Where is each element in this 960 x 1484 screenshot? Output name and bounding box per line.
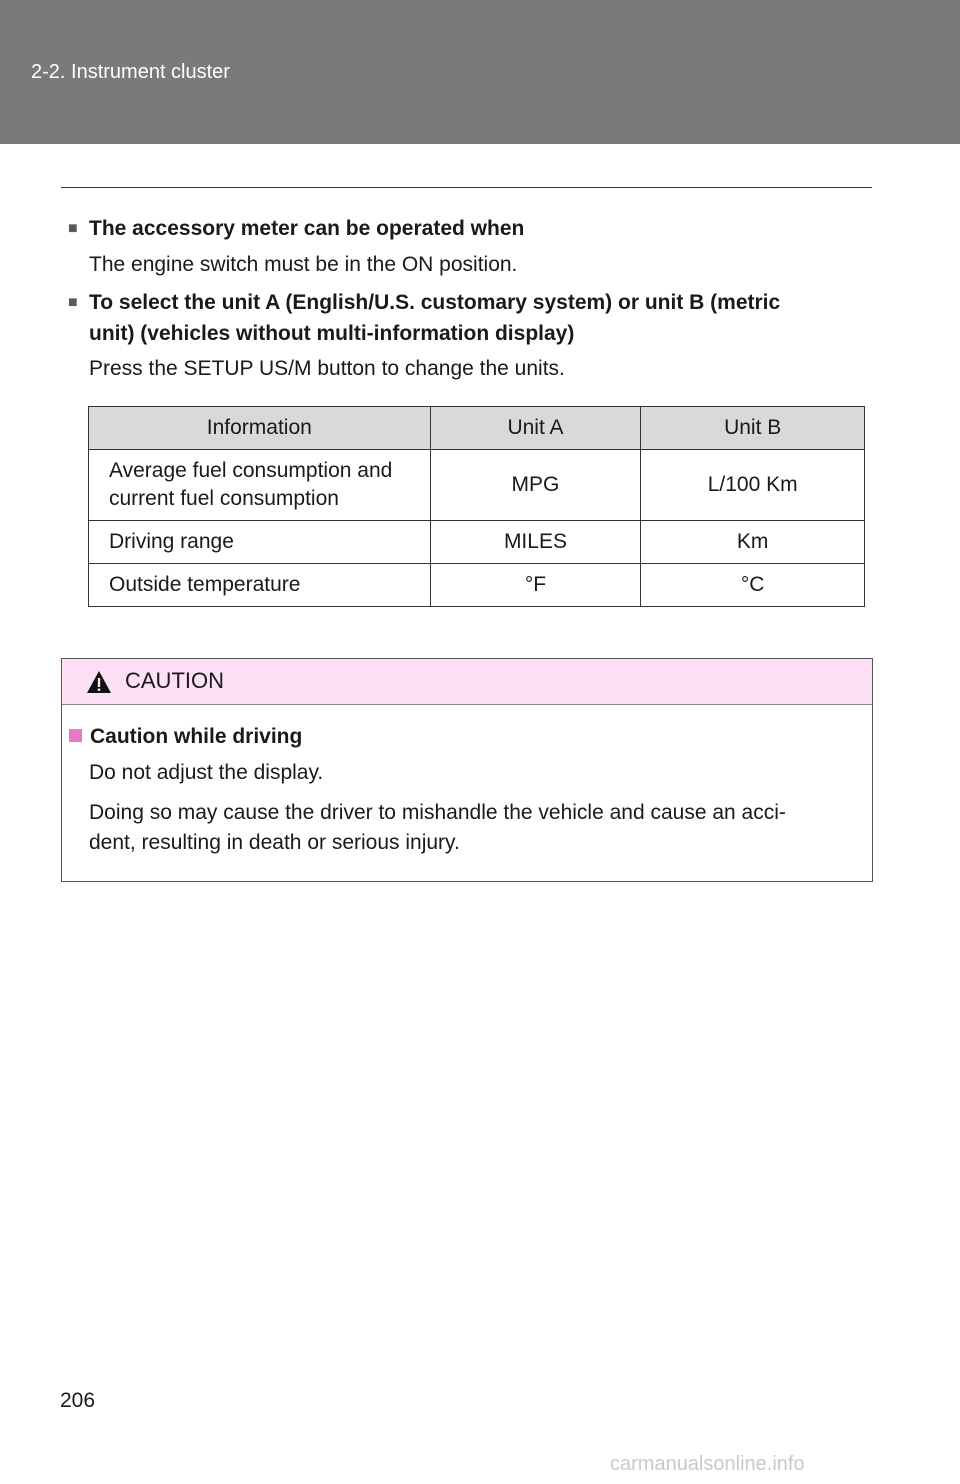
body-engine-switch: The engine switch must be in the ON position. (89, 253, 518, 276)
cell-unit-a: MILES (430, 521, 641, 564)
caution-line: Doing so may cause the driver to mishandle the vehicle and cause an acci- (89, 801, 786, 824)
table-row (89, 564, 865, 607)
cell-information: Driving range (89, 521, 431, 564)
cell-line: current fuel consumption (109, 487, 339, 510)
square-bullet-icon: ■ (68, 220, 78, 237)
caution-subheading-text: Caution while driving (90, 725, 303, 748)
cell-unit-a: °F (430, 564, 641, 607)
section-heading-accessory-meter (68, 213, 868, 244)
page-number: 206 (60, 1389, 96, 1412)
caution-header (62, 659, 872, 705)
header-information: Information (89, 407, 431, 450)
caution-box (61, 658, 873, 882)
square-bullet-icon: ■ (68, 294, 78, 311)
caution-line: dent, resulting in death or serious injury. (89, 831, 460, 854)
header-unit-a: Unit A (430, 407, 641, 450)
page-header (0, 0, 960, 144)
cell-information: Outside temperature (89, 564, 431, 607)
table-row (89, 521, 865, 564)
heading-text-line2: unit) (vehicles without multi-information display) (89, 322, 575, 345)
section-title: 2-2. Instrument cluster (31, 61, 230, 83)
top-divider (61, 187, 872, 188)
caution-paragraph-1: Do not adjust the display. (89, 761, 324, 784)
watermark: carmanualsonline.info (610, 1453, 805, 1475)
cell-information (89, 450, 431, 521)
cell-line: Average fuel consumption and (109, 459, 393, 482)
cell-unit-b: Km (641, 521, 865, 564)
caution-title: CAUTION (125, 668, 224, 693)
caution-subheading (69, 721, 302, 752)
table-row (89, 450, 865, 521)
cell-unit-b: °C (641, 564, 865, 607)
heading-text: The accessory meter can be operated when (89, 217, 525, 240)
body-setup-button: Press the SETUP US/M button to change the units. (89, 357, 565, 380)
warning-triangle-icon (86, 670, 112, 694)
section-heading-select-unit (68, 287, 868, 349)
square-bullet-icon (69, 729, 82, 742)
units-table (88, 406, 865, 607)
heading-text-line1: To select the unit A (English/U.S. customary system) or unit B (metric (89, 291, 781, 314)
table-header-row (89, 407, 865, 450)
caution-paragraph-2 (89, 798, 871, 858)
header-unit-b: Unit B (641, 407, 865, 450)
cell-unit-b: L/100 Km (641, 450, 865, 521)
cell-unit-a: MPG (430, 450, 641, 521)
